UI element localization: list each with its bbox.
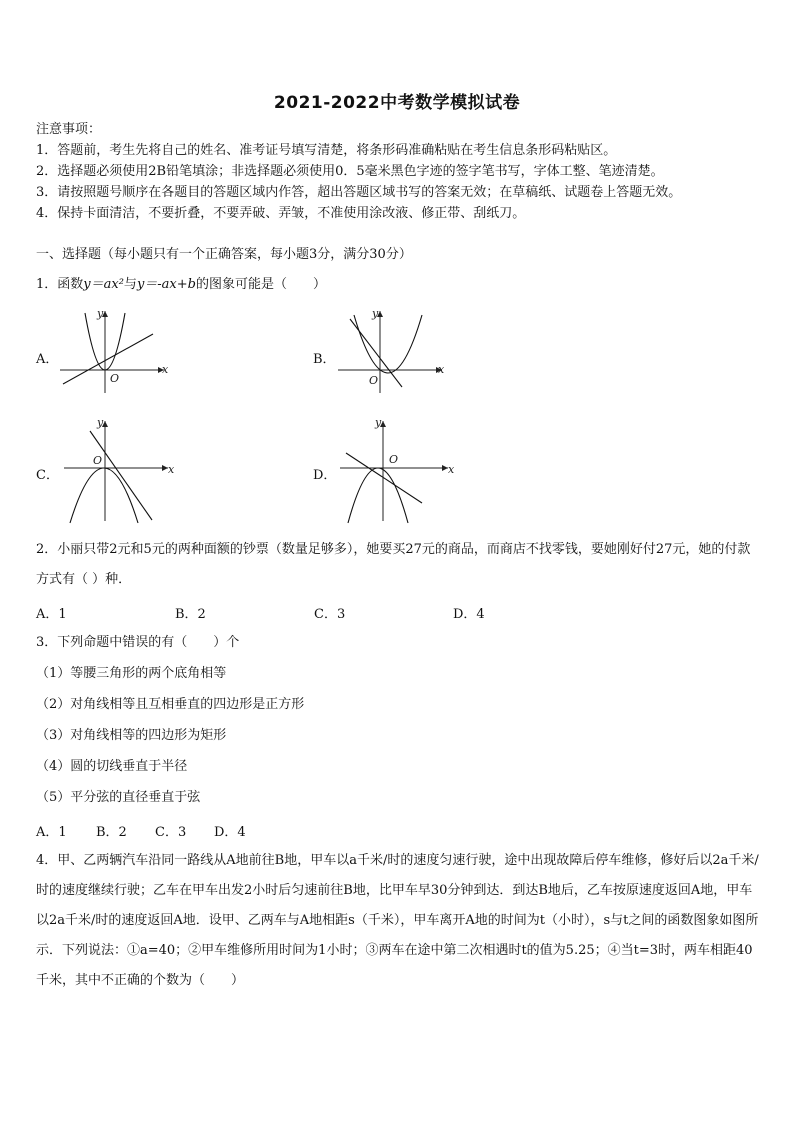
- notice-item: 1．答题前，考生先将自己的姓名、准考证号填写清楚，将条形码准确粘贴在考生信息条形码粘贴区。: [36, 143, 617, 158]
- q3-option-a[interactable]: A．1: [36, 825, 67, 840]
- question-2-stem: 2．小丽只带2元和5元的两种面额的钞票（数量足够多），她要买27元的商品，而商店不找零钱，要她刚好付27元，她的付款方式有（ ）种．: [36, 542, 751, 587]
- q2-option-c[interactable]: C．3: [314, 607, 346, 622]
- q3-option-c[interactable]: C．3: [155, 825, 187, 840]
- y-axis-label: y: [97, 416, 104, 429]
- question-1-stem: [36, 276, 326, 294]
- q1-stem-suffix: 的图象可能是（ ）: [195, 277, 326, 292]
- q1-option-d-label: D．: [313, 468, 337, 483]
- section-heading: 一、选择题（每小题只有一个正确答案，每小题3分，满分30分）: [36, 247, 412, 262]
- q3-item: （2）对角线相等且互相垂直的四边形是正方形: [36, 697, 305, 712]
- notice-heading: 注意事项：: [36, 122, 102, 137]
- x-axis-label: x: [168, 463, 175, 476]
- q3-item: （4）圆的切线垂直于半径: [36, 759, 188, 774]
- q3-item: （3）对角线相等的四边形为矩形: [36, 728, 227, 743]
- q3-option-b[interactable]: B．2: [96, 825, 127, 840]
- origin-label: O: [369, 374, 379, 387]
- q1-option-b-label: B．: [313, 352, 336, 367]
- q1-option-c-graph: [60, 415, 180, 525]
- x-axis-label: x: [162, 363, 169, 376]
- notice-item: 3．请按照题号顺序在各题目的答题区域内作答，超出答题区域书写的答案无效；在草稿纸、试题卷上答题无效。: [36, 185, 682, 200]
- q1-option-a-graph: [58, 305, 178, 395]
- q2-option-d[interactable]: D．4: [453, 607, 485, 622]
- question-4-stem: 4．甲、乙两辆汽车沿同一路线从A地前往B地，甲车以a千米/时的速度匀速行驶，途中出现故障后停车维修，修好后以2a千米/时的速度继续行驶；乙车在甲车出发2小时后匀速前往B地，比甲车早30分钟到达．到达B地后，乙车按原速度返回A地，甲车以2a千米/时的速度返回A地．设甲、乙两车与A地相距s（千米），甲车离开A地的时间为t（小时），s与t之间的函数图象如图所示．下列说法：①a=40；②甲车维修所用时间为1小时；③两车在途中第二次相遇时t的值为5.25；④当t=3时，两车相距40千米，其中不正确的个数为（ ）: [36, 853, 759, 988]
- origin-label: O: [93, 454, 103, 467]
- q2-option-a[interactable]: A．1: [36, 607, 67, 622]
- q3-item: （5）平分弦的直径垂直于弦: [36, 790, 201, 805]
- y-axis-label: y: [97, 307, 104, 320]
- notice-item: 4．保持卡面清洁，不要折叠，不要弄破、弄皱，不准使用涂改液、修正带、刮纸刀。: [36, 206, 526, 221]
- q1-stem-prefix: 1．函数: [36, 277, 84, 292]
- page-title: 2021-2022中考数学模拟试卷: [273, 93, 521, 113]
- q1-option-b-graph: [336, 305, 456, 395]
- q1-stem-mid: 与: [123, 277, 137, 292]
- q1-option-a-label: A．: [36, 352, 59, 367]
- q2-option-b[interactable]: B．2: [175, 607, 206, 622]
- origin-label: O: [110, 372, 120, 385]
- x-axis-label: x: [448, 463, 455, 476]
- notice-item: 2．选择题必须使用2B铅笔填涂；非选择题必须使用0．5毫米黑色字迹的签字笔书写，字体工整、笔迹清楚。: [36, 164, 664, 179]
- x-axis-label: x: [438, 363, 445, 376]
- y-axis-label: y: [372, 307, 379, 320]
- q1-option-c-label: C．: [36, 468, 59, 483]
- origin-label: O: [389, 453, 399, 466]
- q3-option-d[interactable]: D．4: [214, 825, 246, 840]
- q1-function-2: y＝-ax+b: [136, 277, 196, 292]
- question-3-stem: 3．下列命题中错误的有（ ）个: [36, 635, 240, 650]
- q3-item: （1）等腰三角形的两个底角相等: [36, 666, 227, 681]
- y-axis-label: y: [375, 416, 382, 429]
- q1-function-1: y＝ax²: [83, 277, 124, 292]
- q1-option-d-graph: [336, 415, 456, 525]
